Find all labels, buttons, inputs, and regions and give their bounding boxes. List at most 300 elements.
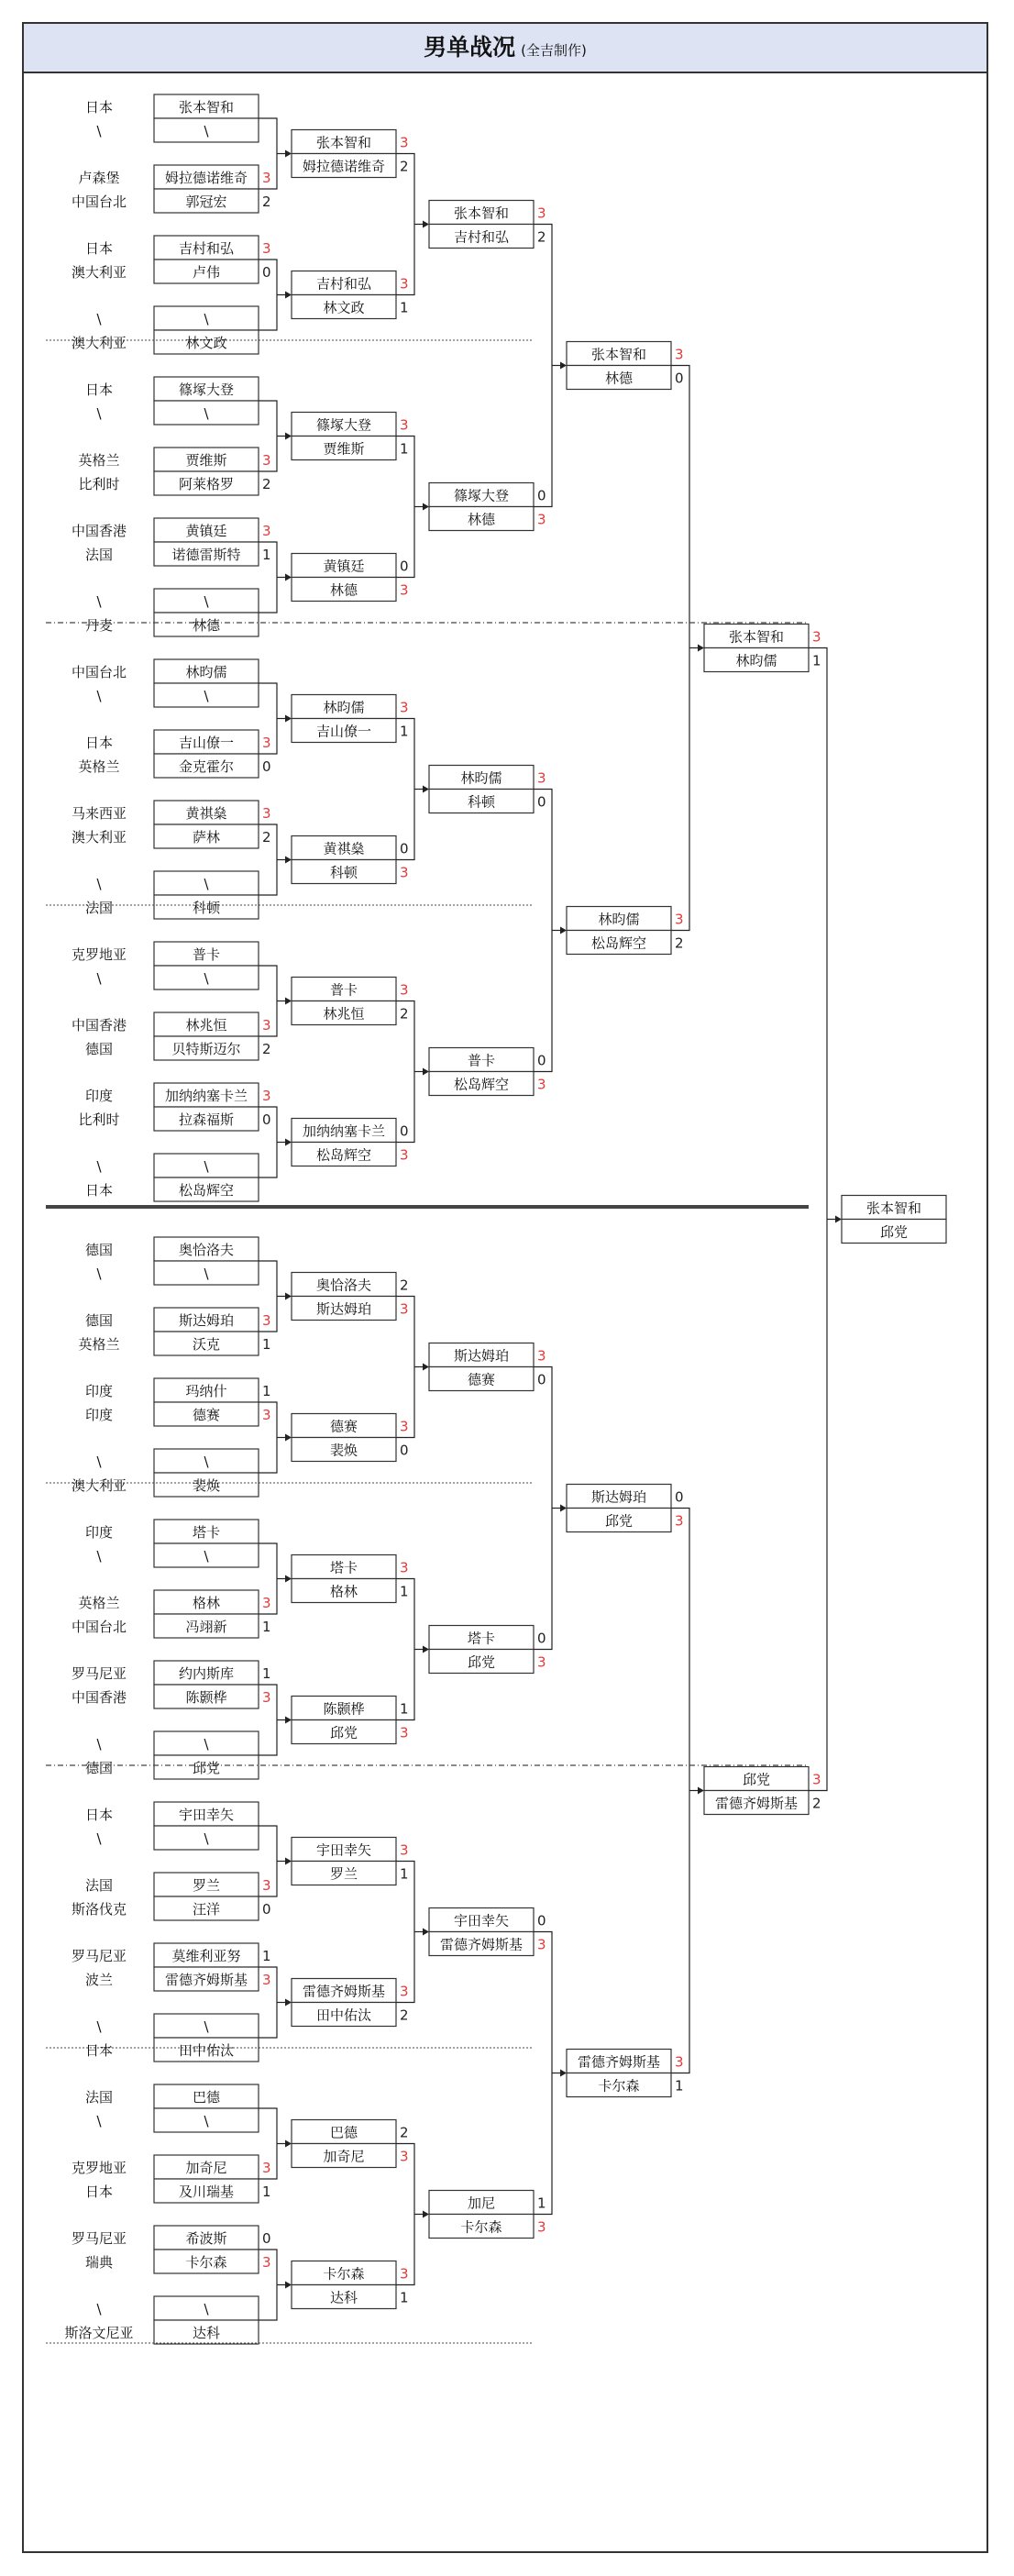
match-r0 bbox=[85, 589, 259, 636]
player-name: 贾维斯 bbox=[185, 452, 227, 469]
player-name: 陈颢桦 bbox=[323, 1700, 365, 1718]
match-r1 bbox=[292, 413, 409, 460]
player-score: 3 bbox=[400, 981, 409, 999]
player-country: 英格兰 bbox=[78, 758, 120, 775]
connector-arrow bbox=[560, 927, 567, 934]
player-name: \ bbox=[204, 1158, 209, 1175]
match-r5 bbox=[842, 1196, 946, 1244]
connector-arrow bbox=[285, 1717, 292, 1724]
player-name: 篠塚大登 bbox=[453, 487, 510, 504]
match-r0 bbox=[72, 1012, 271, 1060]
player-score: 3 bbox=[262, 452, 271, 469]
connector-arrow bbox=[423, 1929, 429, 1936]
match-r0 bbox=[85, 1237, 259, 1285]
player-score: 3 bbox=[812, 1771, 821, 1788]
player-score: 3 bbox=[675, 911, 684, 928]
player-name: 林昀儒 bbox=[460, 769, 502, 787]
player-name: \ bbox=[204, 123, 209, 139]
player-name: \ bbox=[204, 2301, 209, 2317]
player-name: 贝特斯迈尔 bbox=[171, 1041, 241, 1057]
match-r0 bbox=[72, 2226, 271, 2273]
player-country: 印度 bbox=[84, 1088, 114, 1104]
player-name: 裴焕 bbox=[329, 1442, 358, 1459]
player-name: 宇田幸矢 bbox=[453, 1912, 510, 1929]
player-name: 萨林 bbox=[192, 829, 221, 846]
player-country: 印度 bbox=[84, 1383, 114, 1399]
player-score: 3 bbox=[262, 1595, 271, 1611]
match-r1 bbox=[292, 1555, 409, 1603]
player-name: 沃克 bbox=[192, 1336, 221, 1353]
player-country: 英格兰 bbox=[78, 1595, 120, 1611]
connector-arrow bbox=[285, 433, 292, 440]
player-score: 2 bbox=[537, 228, 546, 246]
player-name: 邱党 bbox=[604, 1512, 634, 1530]
match-r0 bbox=[78, 1308, 270, 1355]
player-name: 雷德齐姆斯基 bbox=[439, 1936, 524, 1953]
player-name: 张本智和 bbox=[178, 99, 235, 116]
player-score: 0 bbox=[537, 1052, 546, 1069]
player-score: 1 bbox=[812, 652, 821, 669]
connector-arrow bbox=[423, 1364, 429, 1371]
player-name: 诺德雷斯特 bbox=[171, 547, 241, 563]
player-country: 中国香港 bbox=[71, 1017, 127, 1034]
match-r0 bbox=[72, 1449, 259, 1497]
player-name: 张本智和 bbox=[728, 628, 785, 646]
match-r1 bbox=[292, 1838, 409, 1885]
player-country: 比利时 bbox=[78, 1111, 120, 1128]
connector-arrow bbox=[285, 1139, 292, 1146]
match-r1 bbox=[292, 1119, 409, 1166]
player-name: \ bbox=[204, 311, 209, 327]
player-score: 1 bbox=[262, 1665, 271, 1682]
player-score: 1 bbox=[400, 299, 409, 316]
player-score: 0 bbox=[537, 487, 546, 504]
connector-arrow bbox=[560, 1505, 567, 1512]
player-score: 2 bbox=[400, 1005, 409, 1023]
player-score: 3 bbox=[400, 581, 409, 599]
player-country: 澳大利亚 bbox=[71, 829, 127, 846]
bracket-connector bbox=[396, 1297, 414, 1438]
connector-arrow bbox=[285, 715, 292, 723]
player-name: 黄镇廷 bbox=[185, 523, 227, 539]
match-r2 bbox=[429, 201, 546, 249]
player-country: 罗马尼亚 bbox=[71, 1665, 127, 1682]
player-name: 科顿 bbox=[192, 900, 221, 916]
match-r0 bbox=[85, 1731, 259, 1779]
player-name: 田中佑汰 bbox=[315, 2007, 372, 2024]
player-country: 日本 bbox=[84, 381, 114, 398]
player-country: 法国 bbox=[84, 2089, 114, 2106]
match-r2 bbox=[429, 766, 546, 813]
player-country: 克罗地亚 bbox=[71, 946, 127, 963]
player-country: \ bbox=[96, 123, 102, 139]
match-r0 bbox=[72, 1661, 271, 1708]
player-name: 普卡 bbox=[329, 981, 358, 999]
player-score: 1 bbox=[537, 2195, 546, 2212]
player-name: 贾维斯 bbox=[323, 440, 365, 458]
player-country: 德国 bbox=[84, 1242, 114, 1258]
page-subtitle: (全吉制作) bbox=[521, 42, 587, 59]
player-name: 林文政 bbox=[185, 335, 227, 351]
player-name: 宇田幸矢 bbox=[178, 1807, 235, 1823]
player-country: \ bbox=[96, 1266, 102, 1282]
player-score: 3 bbox=[400, 1724, 409, 1741]
player-score: 3 bbox=[537, 1347, 546, 1365]
connector-arrow bbox=[285, 574, 292, 581]
player-score: 1 bbox=[400, 1583, 409, 1600]
player-country: \ bbox=[96, 593, 102, 610]
player-country: 印度 bbox=[84, 1407, 114, 1423]
player-name: 塔卡 bbox=[329, 1559, 358, 1576]
player-name: 姆拉德诺维奇 bbox=[164, 170, 248, 186]
player-name: \ bbox=[204, 1830, 209, 1847]
player-name: 达科 bbox=[192, 2325, 221, 2341]
match-r0 bbox=[78, 1083, 270, 1131]
match-r1 bbox=[292, 978, 409, 1025]
player-score: 0 bbox=[537, 1371, 546, 1388]
match-r4 bbox=[704, 625, 821, 672]
player-name: 冯翊新 bbox=[185, 1619, 227, 1635]
player-country: 斯洛文尼亚 bbox=[64, 2325, 134, 2341]
match-r1 bbox=[292, 836, 409, 884]
player-score: 0 bbox=[675, 370, 684, 387]
player-score: 2 bbox=[400, 2007, 409, 2024]
connector-arrow bbox=[423, 1068, 429, 1076]
connector-arrow bbox=[285, 1293, 292, 1300]
player-score: 3 bbox=[262, 170, 271, 186]
player-country: 印度 bbox=[84, 1524, 114, 1541]
player-name: \ bbox=[204, 688, 209, 704]
player-score: 3 bbox=[400, 416, 409, 434]
player-name: \ bbox=[204, 2018, 209, 2035]
connector-arrow bbox=[285, 998, 292, 1005]
player-score: 3 bbox=[400, 864, 409, 881]
bracket-connector bbox=[534, 225, 552, 507]
bracket-connector bbox=[809, 648, 827, 1791]
player-score: 2 bbox=[262, 476, 271, 492]
player-score: 1 bbox=[400, 1700, 409, 1718]
connector-arrow bbox=[285, 292, 292, 299]
player-score: 0 bbox=[262, 1111, 271, 1128]
player-score: 3 bbox=[262, 1088, 271, 1104]
player-country: 比利时 bbox=[78, 476, 120, 492]
player-name: 张本智和 bbox=[590, 346, 647, 363]
player-country: 丹麦 bbox=[84, 617, 114, 634]
bracket-connector bbox=[396, 1001, 414, 1143]
player-name: 吉山僚一 bbox=[178, 735, 235, 751]
match-r3 bbox=[567, 2050, 684, 2097]
player-score: 1 bbox=[262, 547, 271, 563]
match-r3 bbox=[567, 342, 684, 390]
player-name: 奥恰洛夫 bbox=[178, 1242, 235, 1258]
match-r0 bbox=[72, 659, 259, 707]
player-name: 邱党 bbox=[879, 1223, 909, 1241]
player-score: 3 bbox=[262, 1312, 271, 1329]
bracket-connector bbox=[396, 719, 414, 860]
match-r2 bbox=[429, 1343, 546, 1391]
player-score: 3 bbox=[537, 511, 546, 528]
player-country: 英格兰 bbox=[78, 452, 120, 469]
bracket-connector bbox=[396, 2144, 414, 2285]
player-score: 3 bbox=[400, 1300, 409, 1318]
player-score: 3 bbox=[675, 346, 684, 363]
player-name: 斯达姆珀 bbox=[453, 1347, 510, 1365]
player-name: 斯达姆珀 bbox=[178, 1312, 235, 1329]
player-country: 中国香港 bbox=[71, 1689, 127, 1706]
player-name: 斯达姆珀 bbox=[590, 1488, 647, 1506]
player-score: 0 bbox=[262, 758, 271, 775]
player-name: \ bbox=[204, 1736, 209, 1752]
match-r2 bbox=[429, 1048, 546, 1096]
player-score: 1 bbox=[400, 440, 409, 458]
player-name: 斯达姆珀 bbox=[315, 1300, 372, 1318]
match-r1 bbox=[292, 2261, 409, 2309]
player-country: 法国 bbox=[84, 1877, 114, 1894]
player-score: 0 bbox=[675, 1488, 684, 1506]
player-score: 3 bbox=[262, 1877, 271, 1894]
player-name: \ bbox=[204, 876, 209, 892]
connector-arrow bbox=[285, 150, 292, 158]
player-score: 3 bbox=[400, 1559, 409, 1576]
match-r4 bbox=[704, 1767, 821, 1815]
player-score: 3 bbox=[537, 769, 546, 787]
player-score: 3 bbox=[400, 1418, 409, 1435]
player-country: 德国 bbox=[84, 1041, 114, 1057]
player-country: 日本 bbox=[84, 2042, 114, 2059]
player-score: 3 bbox=[262, 735, 271, 751]
player-score: 1 bbox=[262, 2184, 271, 2200]
bracket-connector bbox=[396, 1579, 414, 1720]
player-name: 黄祺燊 bbox=[323, 840, 365, 857]
player-name: 加奇尼 bbox=[185, 2160, 227, 2176]
player-score: 0 bbox=[400, 1122, 409, 1140]
player-score: 3 bbox=[812, 628, 821, 646]
match-r3 bbox=[567, 907, 684, 955]
player-country: 日本 bbox=[84, 2184, 114, 2200]
player-name: \ bbox=[204, 970, 209, 987]
match-r2 bbox=[429, 1626, 546, 1674]
player-country: 澳大利亚 bbox=[71, 1477, 127, 1494]
player-name: 林昀儒 bbox=[185, 664, 227, 680]
player-country: \ bbox=[96, 2301, 102, 2317]
player-country: 日本 bbox=[84, 240, 114, 257]
bracket-connector bbox=[534, 790, 552, 1072]
player-country: \ bbox=[96, 405, 102, 422]
player-score: 3 bbox=[262, 523, 271, 539]
player-score: 0 bbox=[537, 1630, 546, 1647]
connector-arrow bbox=[285, 857, 292, 864]
player-country: 澳大利亚 bbox=[71, 335, 127, 351]
player-score: 0 bbox=[400, 558, 409, 575]
match-r0 bbox=[72, 518, 271, 566]
player-name: 林德 bbox=[467, 511, 496, 528]
player-score: 0 bbox=[262, 1901, 271, 1918]
player-score: 3 bbox=[262, 240, 271, 257]
page-title: 男单战况 bbox=[424, 34, 516, 61]
match-r1 bbox=[292, 130, 409, 178]
player-name: 吉村和弘 bbox=[315, 275, 372, 293]
bracket-connector bbox=[671, 366, 689, 931]
player-country: \ bbox=[96, 1736, 102, 1752]
connector-arrow bbox=[698, 1787, 704, 1795]
player-name: 陈颢桦 bbox=[185, 1689, 227, 1706]
player-score: 2 bbox=[675, 934, 684, 952]
player-score: 3 bbox=[675, 1512, 684, 1530]
player-name: 及川瑞基 bbox=[178, 2184, 235, 2200]
player-name: 张本智和 bbox=[315, 134, 372, 151]
bracket-connector bbox=[396, 1862, 414, 2003]
match-r0 bbox=[72, 801, 271, 848]
match-r1 bbox=[292, 554, 409, 602]
player-country: \ bbox=[96, 1830, 102, 1847]
match-r1 bbox=[292, 1273, 409, 1321]
connector-arrow bbox=[423, 503, 429, 511]
connector-arrow bbox=[285, 1858, 292, 1865]
player-name: 田中佑汰 bbox=[178, 2042, 235, 2059]
match-r0 bbox=[72, 1873, 271, 1920]
connector-arrow bbox=[423, 2211, 429, 2218]
player-score: 3 bbox=[400, 1146, 409, 1164]
player-name: 林昀儒 bbox=[735, 652, 777, 669]
player-name: 巴德 bbox=[329, 2124, 358, 2141]
player-name: \ bbox=[204, 2113, 209, 2129]
player-name: \ bbox=[204, 1266, 209, 1282]
player-name: 汪洋 bbox=[192, 1901, 221, 1918]
player-name: 卡尔森 bbox=[460, 2218, 502, 2236]
player-country: 德国 bbox=[84, 1312, 114, 1329]
player-country: \ bbox=[96, 2018, 102, 2035]
player-name: 罗兰 bbox=[192, 1877, 221, 1894]
player-country: 罗马尼亚 bbox=[71, 2230, 127, 2247]
player-name: 吉村和弘 bbox=[453, 228, 510, 246]
player-name: 篠塚大登 bbox=[315, 416, 372, 434]
player-country: 波兰 bbox=[84, 1972, 114, 1988]
match-r1 bbox=[292, 1979, 409, 2027]
player-score: 3 bbox=[262, 2254, 271, 2271]
player-country: 法国 bbox=[84, 547, 114, 563]
player-name: 德赛 bbox=[467, 1371, 496, 1388]
player-country: \ bbox=[96, 876, 102, 892]
match-r0 bbox=[85, 871, 259, 919]
match-r0 bbox=[85, 377, 259, 425]
connector-arrow bbox=[698, 645, 704, 652]
player-name: 约内斯库 bbox=[178, 1665, 235, 1682]
player-score: 0 bbox=[537, 793, 546, 811]
player-score: 3 bbox=[400, 699, 409, 716]
player-country: \ bbox=[96, 311, 102, 327]
bracket-connector bbox=[396, 154, 414, 295]
player-score: 0 bbox=[262, 264, 271, 281]
match-r0 bbox=[72, 942, 259, 989]
match-r0 bbox=[72, 2155, 271, 2203]
player-score: 0 bbox=[262, 2230, 271, 2247]
player-name: 林德 bbox=[192, 617, 221, 634]
player-name: \ bbox=[204, 405, 209, 422]
match-r0 bbox=[85, 1802, 259, 1850]
match-r0 bbox=[85, 1154, 259, 1201]
bracket-connector bbox=[396, 437, 414, 578]
player-country: 日本 bbox=[84, 99, 114, 116]
match-r0 bbox=[72, 236, 271, 283]
player-name: 篠塚大登 bbox=[178, 381, 235, 398]
player-name: 松岛辉空 bbox=[590, 934, 647, 952]
match-r3 bbox=[567, 1485, 684, 1532]
player-name: 加尼 bbox=[467, 2195, 496, 2212]
player-name: 卢伟 bbox=[192, 264, 221, 281]
player-name: 雷德齐姆斯基 bbox=[302, 1983, 386, 2000]
player-score: 3 bbox=[400, 134, 409, 151]
player-name: \ bbox=[204, 1548, 209, 1564]
player-score: 3 bbox=[537, 1936, 546, 1953]
match-r2 bbox=[429, 483, 546, 531]
match-r1 bbox=[292, 1697, 409, 1744]
player-score: 2 bbox=[400, 158, 409, 175]
match-r0 bbox=[85, 2084, 259, 2132]
player-country: \ bbox=[96, 2113, 102, 2129]
bracket-connector bbox=[671, 1509, 689, 2073]
connector-arrow bbox=[423, 221, 429, 228]
connector-arrow bbox=[285, 1999, 292, 2007]
player-name: 加奇尼 bbox=[323, 2148, 365, 2165]
player-name: 林兆恒 bbox=[185, 1017, 227, 1034]
player-score: 2 bbox=[262, 1041, 271, 1057]
player-score: 1 bbox=[400, 723, 409, 740]
player-name: 松岛辉空 bbox=[453, 1076, 510, 1093]
connector-arrow bbox=[423, 786, 429, 793]
player-score: 3 bbox=[400, 275, 409, 293]
player-country: 中国香港 bbox=[71, 523, 127, 539]
player-score: 3 bbox=[675, 2053, 684, 2071]
player-score: 3 bbox=[262, 1407, 271, 1423]
player-country: 日本 bbox=[84, 735, 114, 751]
player-score: 2 bbox=[262, 829, 271, 846]
player-name: 加纳纳塞卡兰 bbox=[302, 1122, 386, 1140]
player-name: 拉森福斯 bbox=[178, 1111, 235, 1128]
player-name: 科顿 bbox=[329, 864, 358, 881]
player-name: 郭冠宏 bbox=[185, 193, 227, 210]
player-country: 澳大利亚 bbox=[71, 264, 127, 281]
player-country: 中国台北 bbox=[71, 664, 127, 680]
player-country: \ bbox=[96, 688, 102, 704]
player-name: 巴德 bbox=[192, 2089, 221, 2106]
player-country: 日本 bbox=[84, 1182, 114, 1199]
player-name: 塔卡 bbox=[467, 1630, 496, 1647]
player-name: 阿莱格罗 bbox=[178, 476, 235, 492]
player-name: 塔卡 bbox=[192, 1524, 221, 1541]
player-country: \ bbox=[96, 1548, 102, 1564]
player-country: 中国台北 bbox=[71, 193, 127, 210]
player-country: 日本 bbox=[84, 1807, 114, 1823]
player-name: 邱党 bbox=[467, 1653, 496, 1671]
player-score: 3 bbox=[537, 205, 546, 222]
player-score: 1 bbox=[675, 2077, 684, 2095]
player-country: \ bbox=[96, 1158, 102, 1175]
player-name: 希波斯 bbox=[185, 2230, 227, 2247]
player-name: 科顿 bbox=[467, 793, 496, 811]
match-r1 bbox=[292, 271, 409, 319]
player-score: 2 bbox=[262, 193, 271, 210]
player-name: 姆拉德诺维奇 bbox=[302, 158, 386, 175]
player-name: 金克霍尔 bbox=[178, 758, 235, 775]
player-name: 邱党 bbox=[742, 1771, 771, 1788]
player-score: 1 bbox=[262, 1619, 271, 1635]
player-name: 林文政 bbox=[323, 299, 365, 316]
player-name: 黄镇廷 bbox=[323, 558, 365, 575]
player-country: 法国 bbox=[84, 900, 114, 916]
player-name: 格林 bbox=[329, 1583, 358, 1600]
match-r0 bbox=[85, 94, 259, 142]
player-country: 斯洛伐克 bbox=[71, 1901, 127, 1918]
